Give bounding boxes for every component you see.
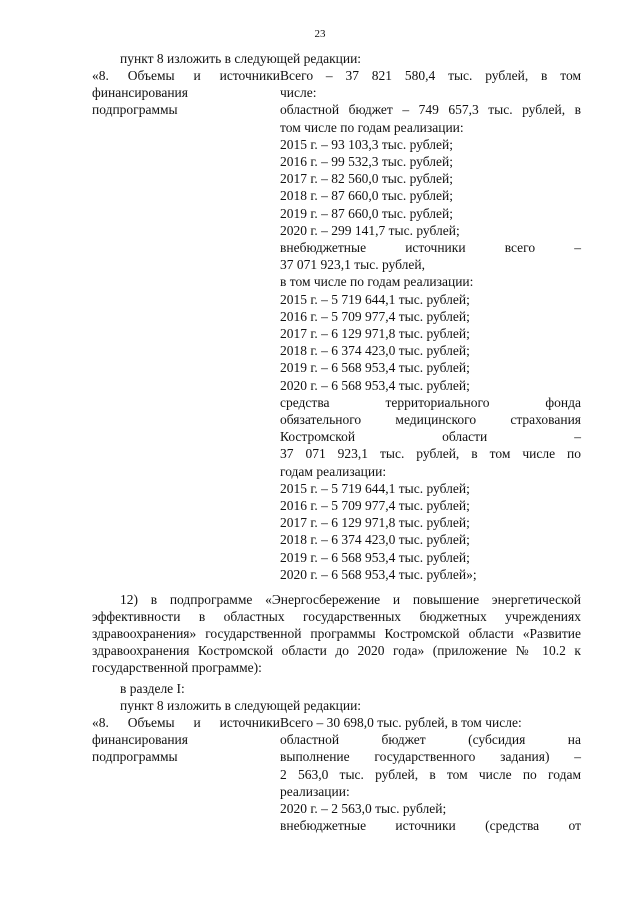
- label-line: «8. Объемы и источники: [92, 68, 280, 83]
- content-line: 37 071 923,1 тыс. рублей,: [280, 257, 425, 273]
- page-number: 23: [314, 28, 326, 40]
- paragraph-12: 12) в подпрограмме «Энергосбережение и повышение энергетической эффективности в областных государственных бюджетных учреждениях здравоохранения» государственной программы Костромской области «Развитие здравоохранения Костромской области до 2020 года» (приложение № 10.2 к государственной программе):: [92, 592, 581, 675]
- content-line: Всего – 37 821 580,4 тыс. рублей, в том: [280, 68, 581, 83]
- content-line: 2020 г. – 6 568 953,4 тыс. рублей;: [280, 377, 470, 393]
- content-line: Костромской области –: [280, 429, 581, 445]
- funding-label-2: [92, 714, 280, 834]
- content-line: 2017 г. – 82 560,0 тыс. рублей;: [280, 171, 453, 187]
- content-line: реализации:: [280, 783, 350, 799]
- content-line: 2016 г. – 5 709 977,4 тыс. рублей;: [280, 308, 470, 324]
- intro-paragraph-1: пункт 8 изложить в следующей редакции:: [120, 51, 362, 66]
- content-line: 2018 г. – 87 660,0 тыс. рублей;: [280, 188, 453, 204]
- content-line: 2015 г. – 5 719 644,1 тыс. рублей;: [280, 480, 470, 496]
- content-line: числе:: [280, 85, 317, 101]
- content-line: 2016 г. – 5 709 977,4 тыс. рублей;: [280, 498, 470, 514]
- content-line: 2019 г. – 87 660,0 тыс. рублей;: [280, 205, 453, 221]
- label-line: финансирования: [92, 732, 188, 748]
- section-reference: в разделе I:: [120, 681, 185, 696]
- content-line: годам реализации:: [280, 463, 387, 479]
- content-line: выполнение государственного задания) –: [280, 749, 581, 765]
- label-line: подпрограммы: [92, 102, 178, 118]
- content-line: 2019 г. – 6 568 953,4 тыс. рублей;: [280, 360, 470, 376]
- content-line: внебюджетные источники всего –: [280, 240, 581, 256]
- content-line: 2020 г. – 6 568 953,4 тыс. рублей»;: [280, 566, 477, 582]
- label-line: подпрограммы: [92, 749, 178, 765]
- content-line: в том числе по годам реализации:: [280, 274, 474, 290]
- content-line: областной бюджет (субсидия на: [280, 732, 581, 748]
- content-line: том числе по годам реализации:: [280, 119, 464, 135]
- content-line: 2020 г. – 299 141,7 тыс. рублей;: [280, 222, 460, 238]
- content-line: областной бюджет – 749 657,3 тыс. рублей, в: [280, 102, 581, 118]
- content-line: Всего – 30 698,0 тыс. рублей, в том числе:: [280, 715, 522, 730]
- content-line: средства территориального фонда: [280, 394, 581, 410]
- content-line: 2015 г. – 93 103,3 тыс. рублей;: [280, 136, 453, 152]
- funding-content-2: [280, 714, 581, 834]
- content-line: 2018 г. – 6 374 423,0 тыс. рублей;: [280, 532, 470, 548]
- content-line: обязательного медицинского страхования: [280, 412, 581, 428]
- content-line: 2017 г. – 6 129 971,8 тыс. рублей;: [280, 326, 470, 342]
- funding-block-2: [92, 714, 581, 834]
- label-line: финансирования: [92, 85, 188, 101]
- content-line: 2019 г. – 6 568 953,4 тыс. рублей;: [280, 549, 470, 565]
- funding-content-1: [280, 67, 581, 583]
- content-line: 2016 г. – 99 532,3 тыс. рублей;: [280, 154, 453, 170]
- funding-label-1: [92, 67, 280, 583]
- intro-paragraph-2: пункт 8 изложить в следующей редакции:: [120, 698, 362, 713]
- label-line: «8. Объемы и источники: [92, 715, 280, 730]
- content-line: 37 071 923,1 тыс. рублей, в том числе по: [280, 446, 581, 462]
- content-line: 2020 г. – 2 563,0 тыс. рублей;: [280, 801, 447, 817]
- content-line: 2015 г. – 5 719 644,1 тыс. рублей;: [280, 291, 470, 307]
- content-line: 2017 г. – 6 129 971,8 тыс. рублей;: [280, 515, 470, 531]
- content-line: внебюджетные источники (средства от: [280, 818, 581, 834]
- funding-block-1: [92, 67, 581, 583]
- content-line: 2018 г. – 6 374 423,0 тыс. рублей;: [280, 343, 470, 359]
- content-line: 2 563,0 тыс. рублей, в том числе по годам: [280, 766, 581, 782]
